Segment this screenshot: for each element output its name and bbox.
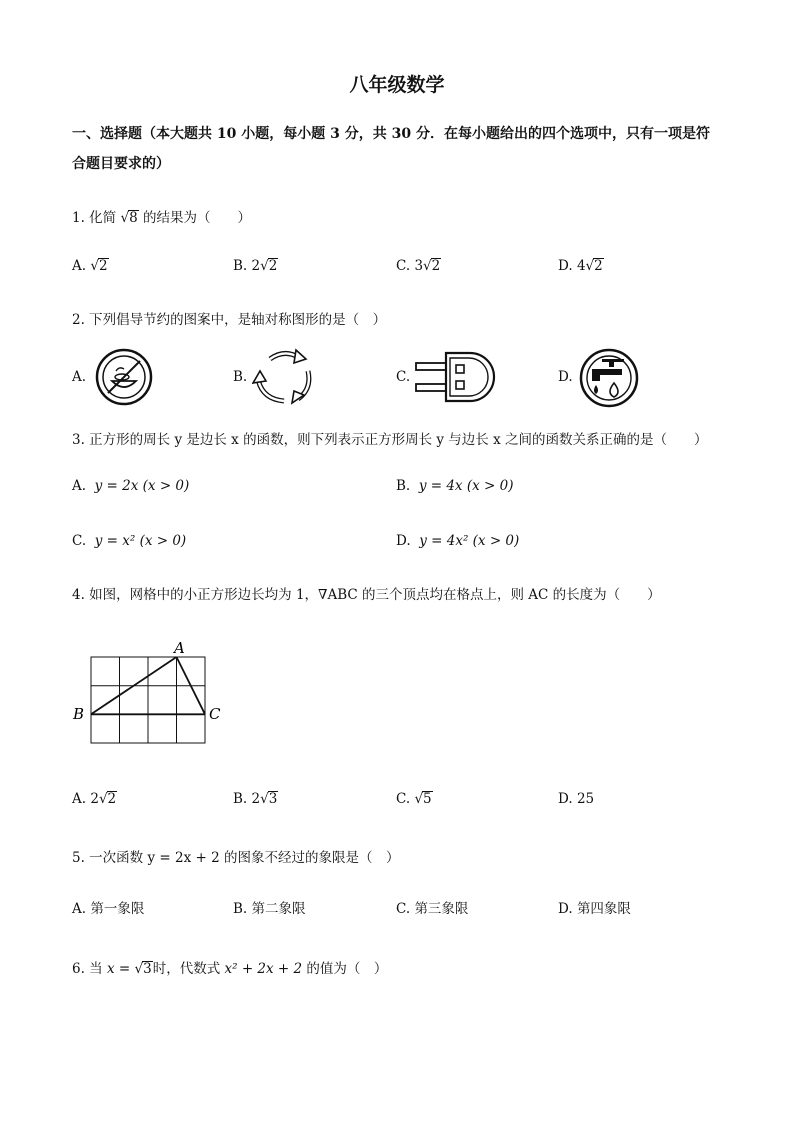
q5-option-a[interactable]: A. 第一象限 (72, 901, 145, 917)
q5-option-d[interactable]: D. 第四象限 (558, 901, 631, 917)
q2-option-d-label[interactable]: D. (558, 369, 573, 385)
q1-prefix: 1. 化简 (72, 210, 117, 226)
q5-option-c[interactable]: C. 第三象限 (396, 901, 469, 917)
q2-option-b-label[interactable]: B. (233, 369, 248, 385)
q3-option-a[interactable]: A. y = 2x (x > 0) (72, 478, 190, 494)
q1-option-c[interactable]: C. 3√2 (396, 258, 441, 274)
section-heading: 一、选择题（本大题共 10 小题，每小题 3 分，共 30 分．在每小题给出的四个选项中，只有一项是符合题目要求的） (72, 126, 710, 172)
q3-option-c[interactable]: C. y = x² (x > 0) (72, 533, 187, 549)
vertex-a-label: A (174, 639, 185, 657)
grid-lines (91, 657, 205, 743)
q4-option-a[interactable]: A. 2√2 (72, 791, 117, 807)
question-5: 5. 一次函数 y = 2x + 2 的图象不经过的象限是（ ） (72, 850, 400, 866)
q1-suffix: 的结果为（ ） (142, 210, 251, 226)
grid-triangle-figure (70, 636, 230, 748)
recycle-arrows-icon (252, 345, 316, 407)
q2-option-c-label[interactable]: C. (396, 369, 411, 385)
page-title: 八年级数学 (349, 74, 445, 96)
q4-option-c[interactable]: C. √5 (396, 791, 432, 807)
q3-option-b[interactable]: B. y = 4x (x > 0) (396, 478, 514, 494)
q1-option-d[interactable]: D. 4√2 (558, 258, 603, 274)
plug-icon (412, 349, 498, 405)
q1-radicand: 8 (129, 210, 138, 226)
q1-option-b[interactable]: B. 2√2 (233, 258, 278, 274)
question-6: 6. 当 x = √3时，代数式 x² + 2x + 2 的值为（ ） (72, 961, 388, 977)
vertex-c-label: C (209, 705, 221, 723)
q4-option-b[interactable]: B. 2√3 (233, 791, 278, 807)
question-3: 3. 正方形的周长 y 是边长 x 的函数，则下列表示正方形周长 y 与边长 x 之间的函数关系正确的是（ ） (72, 432, 708, 448)
q1-option-a[interactable]: A. √2 (72, 258, 108, 274)
q4-option-d[interactable]: D. 25 (558, 791, 595, 807)
q2-option-a-label[interactable]: A. (72, 369, 87, 385)
q5-option-b[interactable]: B. 第二象限 (233, 901, 306, 917)
question-4: 4. 如图，网格中的小正方形边长均为 1，∇ABC 的三个顶点均在格点上，则 AC 的长度为（ ） (72, 587, 661, 603)
question-2: 2. 下列倡导节约的图案中，是轴对称图形的是（ ） (72, 312, 387, 328)
q3-option-d[interactable]: D. y = 4x² (x > 0) (396, 533, 520, 549)
vertex-b-label: B (73, 705, 85, 723)
question-1: 1. 化简 √8 的结果为（ ） (72, 210, 251, 226)
no-washing-icon (94, 347, 154, 407)
water-tap-icon (578, 347, 640, 409)
